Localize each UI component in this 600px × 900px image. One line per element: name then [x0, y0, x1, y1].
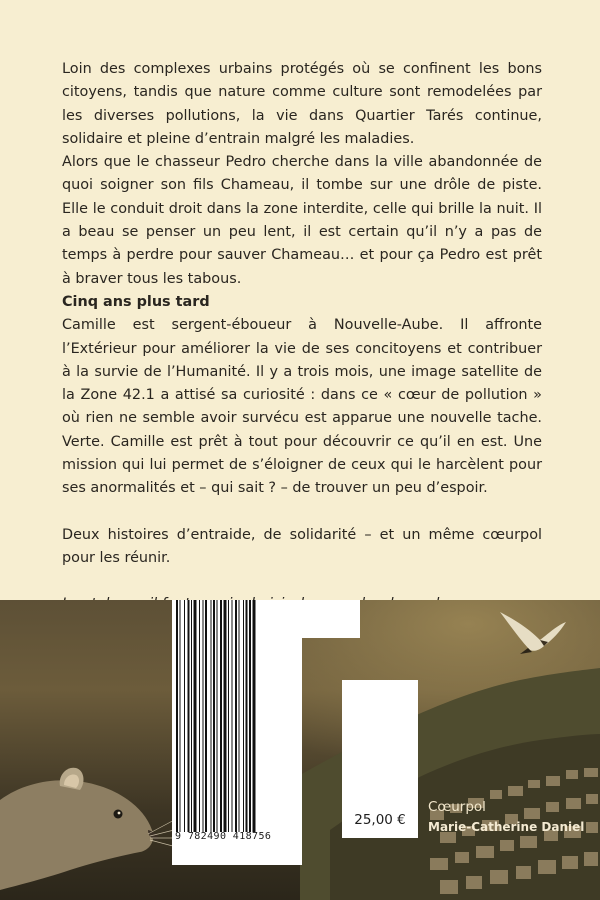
- barcode-bar: [220, 600, 222, 832]
- barcode-bar: [180, 600, 181, 832]
- barcode-bar: [176, 600, 178, 832]
- barcode-bar: [228, 600, 229, 832]
- barcode-bar: [232, 600, 233, 832]
- white-tab: [302, 600, 360, 638]
- blurb-paragraph-4: Deux histoires d’entraide, de solidarité – et un même cœurpol pour les réunir.: [62, 526, 542, 566]
- barcode: [172, 600, 302, 832]
- barcode-bar: [205, 600, 207, 832]
- price-panel: [342, 680, 418, 838]
- barcode-bar: [243, 600, 244, 832]
- back-cover-blurb: [62, 58, 542, 640]
- barcode-bar: [224, 600, 227, 832]
- barcode-bar: [239, 600, 240, 832]
- barcode-bar: [188, 600, 190, 832]
- barcode-bar: [203, 600, 204, 832]
- barcode-bar: [191, 600, 192, 832]
- barcode-bar: [213, 600, 215, 832]
- author-name: Marie-Catherine Daniel: [428, 820, 585, 834]
- barcode-panel: [172, 600, 302, 865]
- barcode-bar: [217, 600, 218, 832]
- barcode-bar: [253, 600, 256, 832]
- barcode-bar: [235, 600, 237, 832]
- isbn-number: 9 782490 418756: [175, 831, 272, 842]
- barcode-bar: [249, 600, 251, 832]
- publisher-name: Cœurpol: [428, 799, 486, 815]
- barcode-bar: [199, 600, 200, 832]
- blurb-paragraph-1: Loin des complexes urbains protégés où se confinent les bons citoyens, tandis que nature comme culture sont remodelées par les diverses pollutions, la vie dans Quartier Tarés continue, solidaire et pleine d’entrain malgré les maladies.: [62, 61, 542, 147]
- section-heading: Cinq ans plus tard: [62, 293, 210, 310]
- price-label: 25,00 €: [354, 812, 406, 828]
- blurb-paragraph-3: Camille est sergent-éboueur à Nouvelle-Aube. Il affronte l’Extérieur pour améliorer la vie de ses concitoyens et contribuer à la survie de l’Humanité. Il y a trois mois, une image satellite de la Zone 42.1 a attisé sa curiosité : dans ce « cœur de pollution » où rien ne semble avoir survécu est apparue une nouvelle tache. Verte. Camille est prêt à tout pour découvrir ce qu’il en est. Une mission qui lui permet de s’éloigner de ceux qui le harcèlent pour ses anormalités et – qui sait ? – de trouver un peu d’espoir.: [62, 317, 542, 497]
- barcode-bar: [184, 600, 185, 832]
- barcode-bar: [211, 600, 212, 832]
- cover-artwork: [0, 600, 600, 900]
- barcode-bar: [246, 600, 248, 832]
- barcode-bar: [194, 600, 197, 832]
- blurb-paragraph-2: Alors que le chasseur Pedro cherche dans la ville abandonnée de quoi soigner son fils Chameau, il tombe sur une drôle de piste. Elle le conduit droit dans la zone interdite, celle qui brille la nuit. Il a beau se penser un peu lent, il est certain qu’il n’y a pas de temps à perdre pour sauver Chameau… et pour ça Pedro est prêt à braver tous les tabous.: [62, 154, 542, 287]
